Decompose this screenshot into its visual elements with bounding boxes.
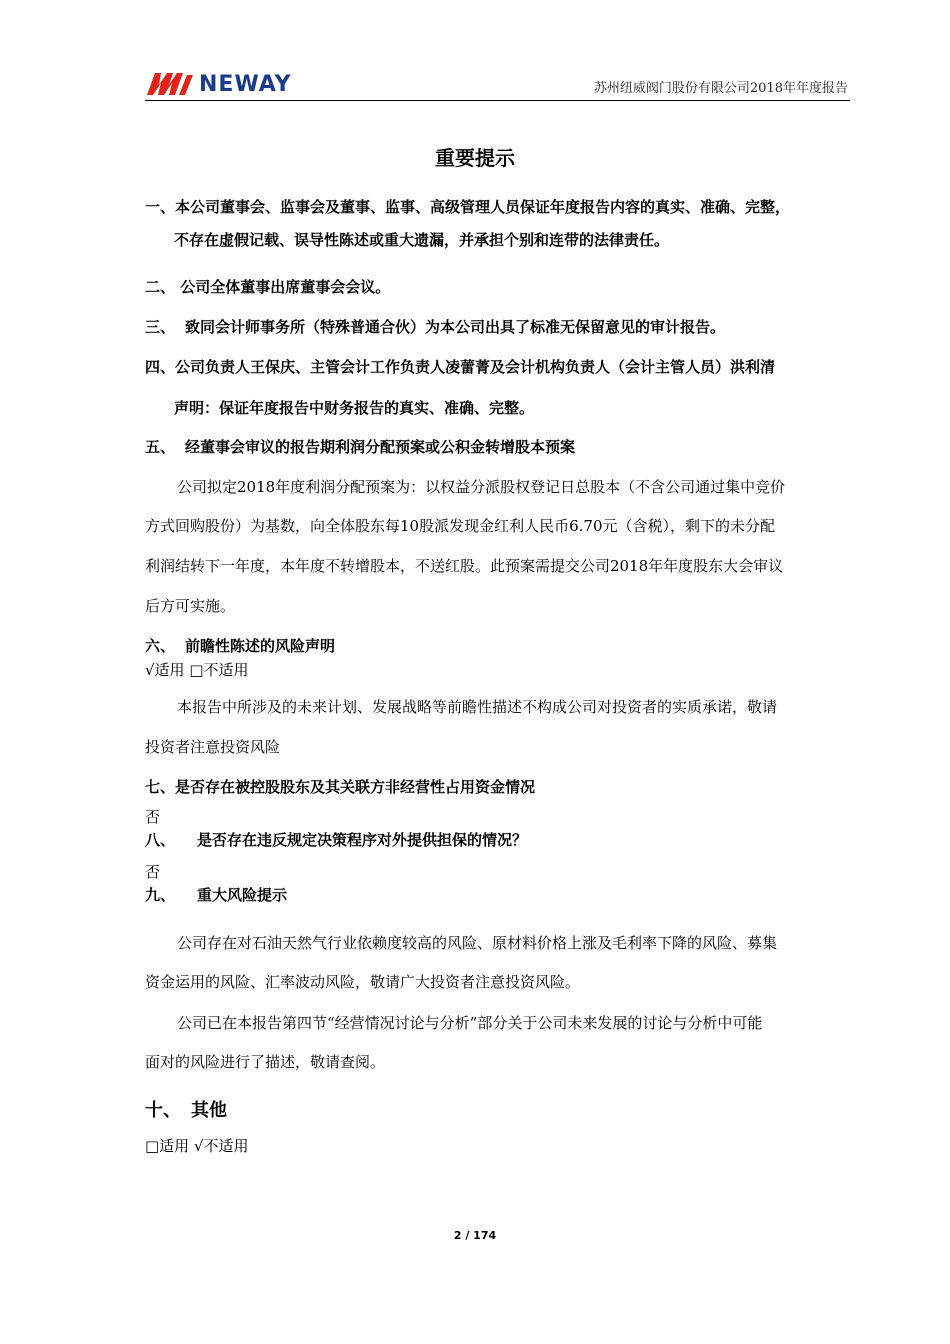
section-1-line-2: 不存在虚假记载、误导性陈述或重大遗漏，并承担个别和连带的法律责任。 [174, 231, 670, 249]
section-5-paragraph-line-1: 公司拟定2018年度利润分配预案为：以权益分派股权登记日总股本（不含公司通过集中竞价 [177, 478, 786, 496]
section-5-heading [145, 436, 575, 458]
section-10-heading [145, 1098, 227, 1124]
section-5-number: 五、 [145, 438, 176, 456]
section-9-paragraph-line-1: 公司存在对石油天然气行业依赖度较高的风险、原材料价格上涨及毛利率下降的风险、募集 [177, 934, 778, 952]
section-5-title: 经董事会审议的报告期利润分配预案或公积金转增股本预案 [185, 438, 576, 456]
section-5-paragraph-line-4: 后方可实施。 [145, 597, 236, 615]
logo-text: NEWAY [199, 71, 292, 97]
section-3 [145, 316, 725, 338]
section-6-paragraph-line-1: 本报告中所涉及的未来计划、发展战略等前瞻性描述不构成公司对投资者的实质承诺，敬请 [177, 698, 778, 716]
section-9-heading [145, 884, 287, 906]
section-6-heading [145, 635, 335, 657]
section-10-applicability: □适用 √不适用 [145, 1137, 249, 1155]
section-8-title: 是否存在违反规定决策程序对外提供担保的情况？ [197, 831, 528, 849]
section-1-line-1: 一、本公司董事会、监事会及董事、监事、高级管理人员保证年度报告内容的真实、准确、完整， [145, 198, 791, 216]
section-10-title: 其他 [191, 1100, 227, 1121]
section-9-number: 九、 [145, 886, 176, 904]
section-3-number: 三、 [145, 318, 176, 336]
section-7-title: 七、是否存在被控股股东及其关联方非经营性占用资金情况 [145, 778, 536, 796]
section-6-number: 六、 [145, 637, 176, 655]
section-9-paragraph-line-3: 公司已在本报告第四节“经营情况讨论与分析”部分关于公司未来发展的讨论与分析中可能 [177, 1014, 763, 1032]
page-title: 重要提示 [435, 146, 515, 170]
section-4-line-1: 四、公司负责人王保庆、主管会计工作负责人凌蕾菁及会计机构负责人（会计主管人员）洪利清 [145, 358, 776, 376]
section-8-number: 八、 [145, 831, 176, 849]
company-logo [145, 70, 292, 98]
section-5-paragraph-line-3: 利润结转下一年度，本年度不转增股本，不送红股。此预案需提交公司2018年年度股东大会审议 [145, 557, 784, 575]
section-6-paragraph-line-2: 投资者注意投资风险 [145, 738, 281, 756]
section-7-answer: 否 [145, 808, 161, 826]
section-6-applicability: √适用 □不适用 [145, 661, 249, 679]
section-5-paragraph-line-2: 方式回购股份）为基数，向全体股东每10股派发现金红利人民币6.70元（含税），剩下的未分配 [145, 517, 775, 535]
section-8-answer: 否 [145, 863, 161, 881]
report-title: 苏州纽威阀门股份有限公司2018年年度报告 [593, 81, 848, 96]
section-9-paragraph-line-4: 面对的风险进行了描述，敬请查阅。 [145, 1053, 386, 1071]
section-9-title: 重大风险提示 [197, 886, 288, 904]
section-6-title: 前瞻性陈述的风险声明 [185, 637, 336, 655]
section-9-paragraph-line-2: 资金运用的风险、汇率波动风险，敬请广大投资者注意投资风险。 [145, 973, 581, 991]
section-10-number: 十、 [145, 1100, 181, 1121]
neway-logo-icon [145, 71, 195, 97]
page-header [145, 68, 850, 101]
page-number: 2 / 174 [453, 1229, 497, 1242]
section-4-line-2: 声明：保证年度报告中财务报告的真实、准确、完整。 [174, 399, 535, 417]
section-2: 二、 公司全体董事出席董事会会议。 [145, 278, 391, 296]
section-8-heading [145, 829, 527, 851]
section-3-text: 致同会计师事务所（特殊普通合伙）为本公司出具了标准无保留意见的审计报告。 [185, 318, 726, 336]
